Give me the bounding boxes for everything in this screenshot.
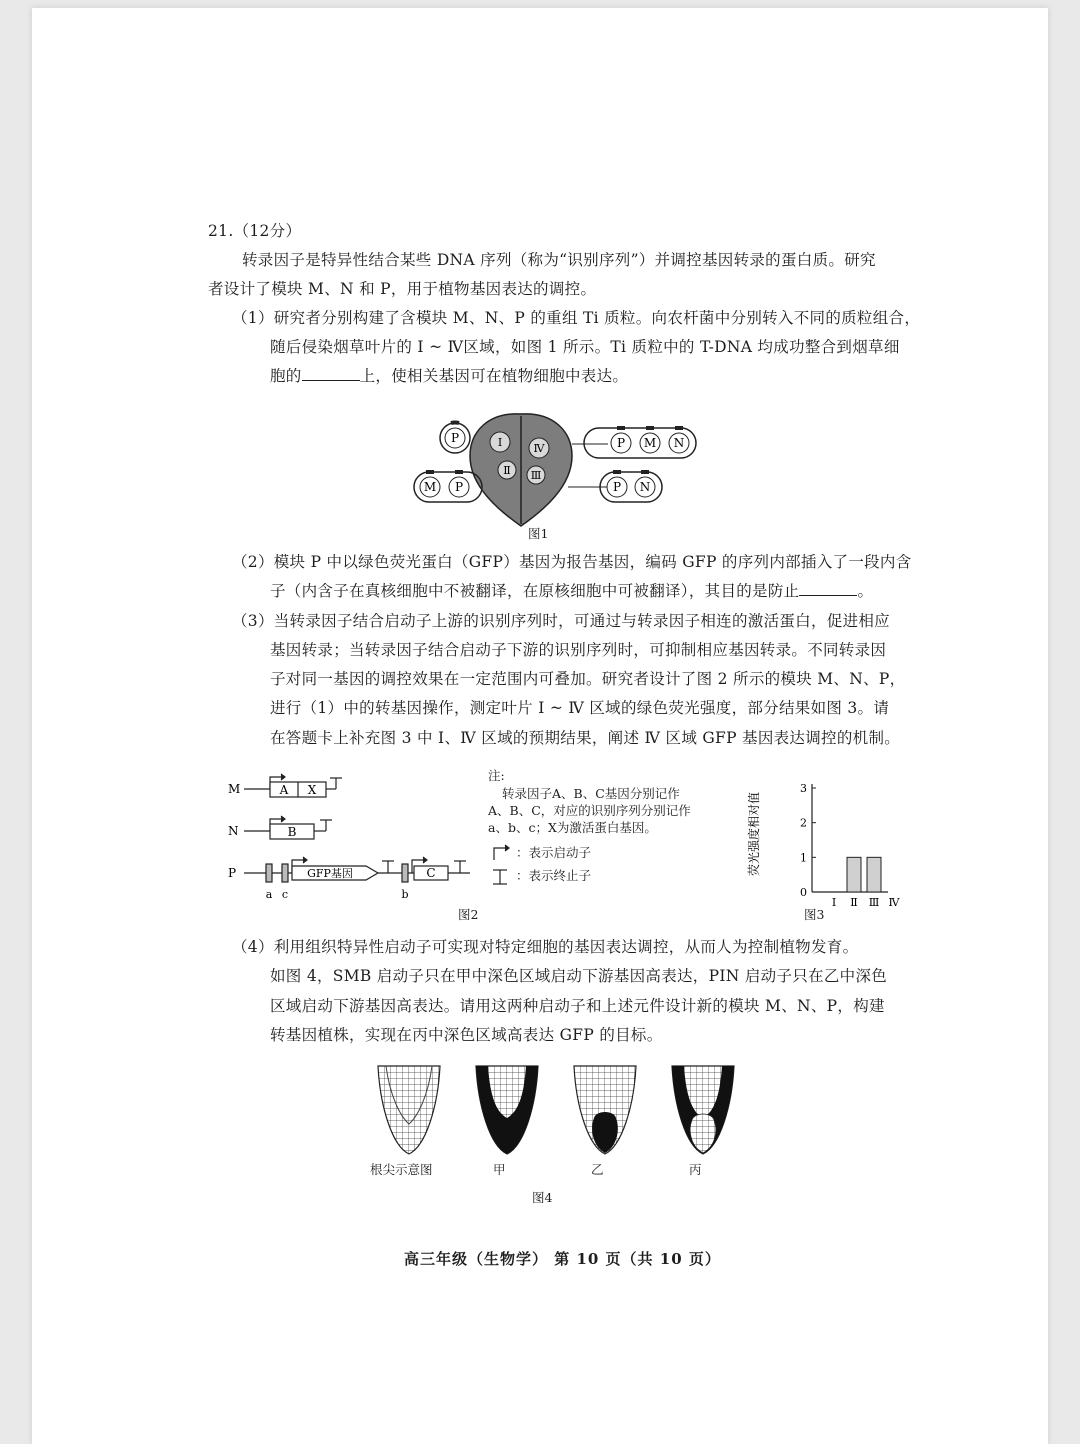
svg-text:M: M <box>423 480 437 494</box>
fig2-note-line-1: 转录因子A、B、C基因分别记作 <box>502 786 680 801</box>
site-c-label: c <box>281 888 289 901</box>
figure-3-chart <box>742 770 900 910</box>
intro-line-1: 转录因子是特异性结合某些 DNA 序列（称为“识别序列”）并调控基因转录的蛋白质。研究 <box>242 251 876 269</box>
part2-tail-before: 子（内含子在真核细胞中不被翻译，在原核细胞中可被翻译），其目的是防止 <box>270 582 800 600</box>
fig4-label-schematic: 根尖示意图 <box>370 1162 433 1177</box>
x-tick-label-3: Ⅲ <box>868 896 880 909</box>
part3-line-2: 基因转录；当转录因子结合启动子下游的识别序列时，可抑制相应基因转录。不同转录因 <box>270 641 887 659</box>
page-footer: 高三年级（生物学） 第 10 页（共 10 页） <box>404 1250 721 1268</box>
site-a-label: a <box>265 888 273 901</box>
region-2-label: Ⅱ <box>503 464 511 477</box>
part2-line-2 <box>270 581 873 601</box>
part4-line-1: （4）利用组织特异性启动子可实现对特定细胞的基因表达调控，从而人为控制植物发育。 <box>232 938 859 956</box>
fig4-label-yi: 乙 <box>591 1162 604 1177</box>
part1-line-2: 随后侵染烟草叶片的 Ⅰ ~ Ⅳ区域，如图 1 所示。Ti 质粒中的 T-DNA 均成功整合到烟草细 <box>270 338 900 356</box>
fig4-label-jia: 甲 <box>493 1162 506 1177</box>
site-b-label: b <box>401 888 409 901</box>
part1-line-3 <box>270 366 628 386</box>
x-tick-label-4: Ⅳ <box>888 896 900 909</box>
root-schematic <box>378 1066 440 1154</box>
root-yi <box>574 1066 636 1154</box>
svg-text:P: P <box>616 436 626 450</box>
legend-terminator-text: ：表示终止子 <box>516 868 592 883</box>
plasmid-right-top <box>572 428 696 458</box>
region-1-label: Ⅰ <box>497 436 503 449</box>
intro-line-2: 者设计了模块 M、N 和 P，用于植物基因表达的调控。 <box>208 280 597 298</box>
x-tick-label-1: Ⅰ <box>831 896 837 909</box>
gene-b-box: B <box>287 825 297 839</box>
module-n-label: N <box>228 824 239 838</box>
part2-tail-after: 。 <box>857 582 874 600</box>
svg-text:N: N <box>639 480 651 494</box>
module-p-label: P <box>228 866 237 880</box>
figure-4-roots <box>362 1062 742 1162</box>
module-m-label: M <box>228 782 241 796</box>
figure-1 <box>408 408 708 548</box>
fig2-note-line-2: A、B、C，对应的识别序列分别记作 <box>488 803 691 818</box>
bar-3 <box>867 857 881 892</box>
legend-symbols <box>490 844 518 888</box>
figure-2 <box>226 766 486 916</box>
chart-ylabel: 荧光强度相对值 <box>747 791 761 877</box>
part4-line-4: 转基因植株，实现在丙中深色区域高表达 GFP 的目标。 <box>270 1026 663 1044</box>
part3-line-4: 进行（1）中的转基因操作，测定叶片 Ⅰ ~ Ⅳ 区域的绿色荧光强度，部分结果如图 3。请 <box>270 699 890 717</box>
gene-a-box: A <box>279 783 289 797</box>
answer-blank-1[interactable] <box>302 366 360 381</box>
plasmid-right-bottom <box>568 472 662 502</box>
region-3-label: Ⅲ <box>530 469 542 482</box>
region-4-label: Ⅳ <box>533 442 545 455</box>
part1-tail-before: 胞的 <box>270 367 302 385</box>
part4-line-3: 区域启动下游基因高表达。请用这两种启动子和上述元件设计新的模块 M、N、P，构建 <box>270 997 885 1015</box>
figure-4-caption: 图4 <box>532 1190 553 1205</box>
part2-line-1: （2）模块 P 中以绿色荧光蛋白（GFP）基因为报告基因，编码 GFP 的序列内部插入了一段内含 <box>232 553 912 571</box>
svg-text:P: P <box>612 480 622 494</box>
y-tick-label-0: 0 <box>800 886 807 899</box>
gfp-gene-box: GFP基因 <box>307 867 353 880</box>
part3-line-3: 子对同一基因的调控效果在一定范围内可叠加。研究者设计了图 2 所示的模块 M、N、P， <box>270 670 906 688</box>
gene-x-box: X <box>307 783 317 797</box>
exam-page <box>32 8 1048 1444</box>
figure-1-caption: 图1 <box>528 526 549 541</box>
legend-promoter-text: ：表示启动子 <box>516 845 592 860</box>
part4-line-2: 如图 4，SMB 启动子只在甲中深色区域启动下游基因高表达，PIN 启动子只在乙中深色 <box>270 967 888 985</box>
answer-blank-2[interactable] <box>799 581 857 596</box>
gene-c-box: C <box>426 866 436 880</box>
svg-text:N: N <box>673 436 685 450</box>
question-number: 21.（12分） <box>208 222 302 240</box>
part1-line-1: （1）研究者分别构建了含模块 M、N、P 的重组 Ti 质粒。向农杆菌中分别转入不同的质粒组合， <box>232 309 921 327</box>
part3-line-1: （3）当转录因子结合启动子上游的识别序列时，可通过与转录因子相连的激活蛋白，促进相应 <box>232 612 890 630</box>
figure-3-caption: 图3 <box>804 907 825 922</box>
svg-text:P: P <box>454 480 464 494</box>
fig2-note-title: 注: <box>488 768 505 783</box>
plasmid-left-bottom <box>414 472 482 502</box>
svg-text:M: M <box>643 436 657 450</box>
y-tick-label-1: 1 <box>800 851 807 865</box>
bar-2 <box>847 857 861 892</box>
svg-text:P: P <box>450 431 460 445</box>
x-tick-label-2: Ⅱ <box>850 896 858 909</box>
y-tick-label-3: 3 <box>800 782 807 795</box>
root-jia <box>476 1066 538 1158</box>
root-bing <box>672 1066 734 1158</box>
part3-line-5: 在答题卡上补充图 3 中 Ⅰ、Ⅳ 区域的预期结果，阐述 Ⅳ 区域 GFP 基因表达调控的机制。 <box>270 729 901 747</box>
plasmid-left-top <box>440 422 470 453</box>
part1-tail-after: 上，使相关基因可在植物细胞中表达。 <box>359 367 629 385</box>
y-tick-label-2: 2 <box>800 816 807 830</box>
figure-2-caption: 图2 <box>458 907 479 922</box>
fig4-label-bing: 丙 <box>689 1162 702 1177</box>
fig2-note-line-3: a、b、c；X为激活蛋白基因。 <box>488 820 657 835</box>
